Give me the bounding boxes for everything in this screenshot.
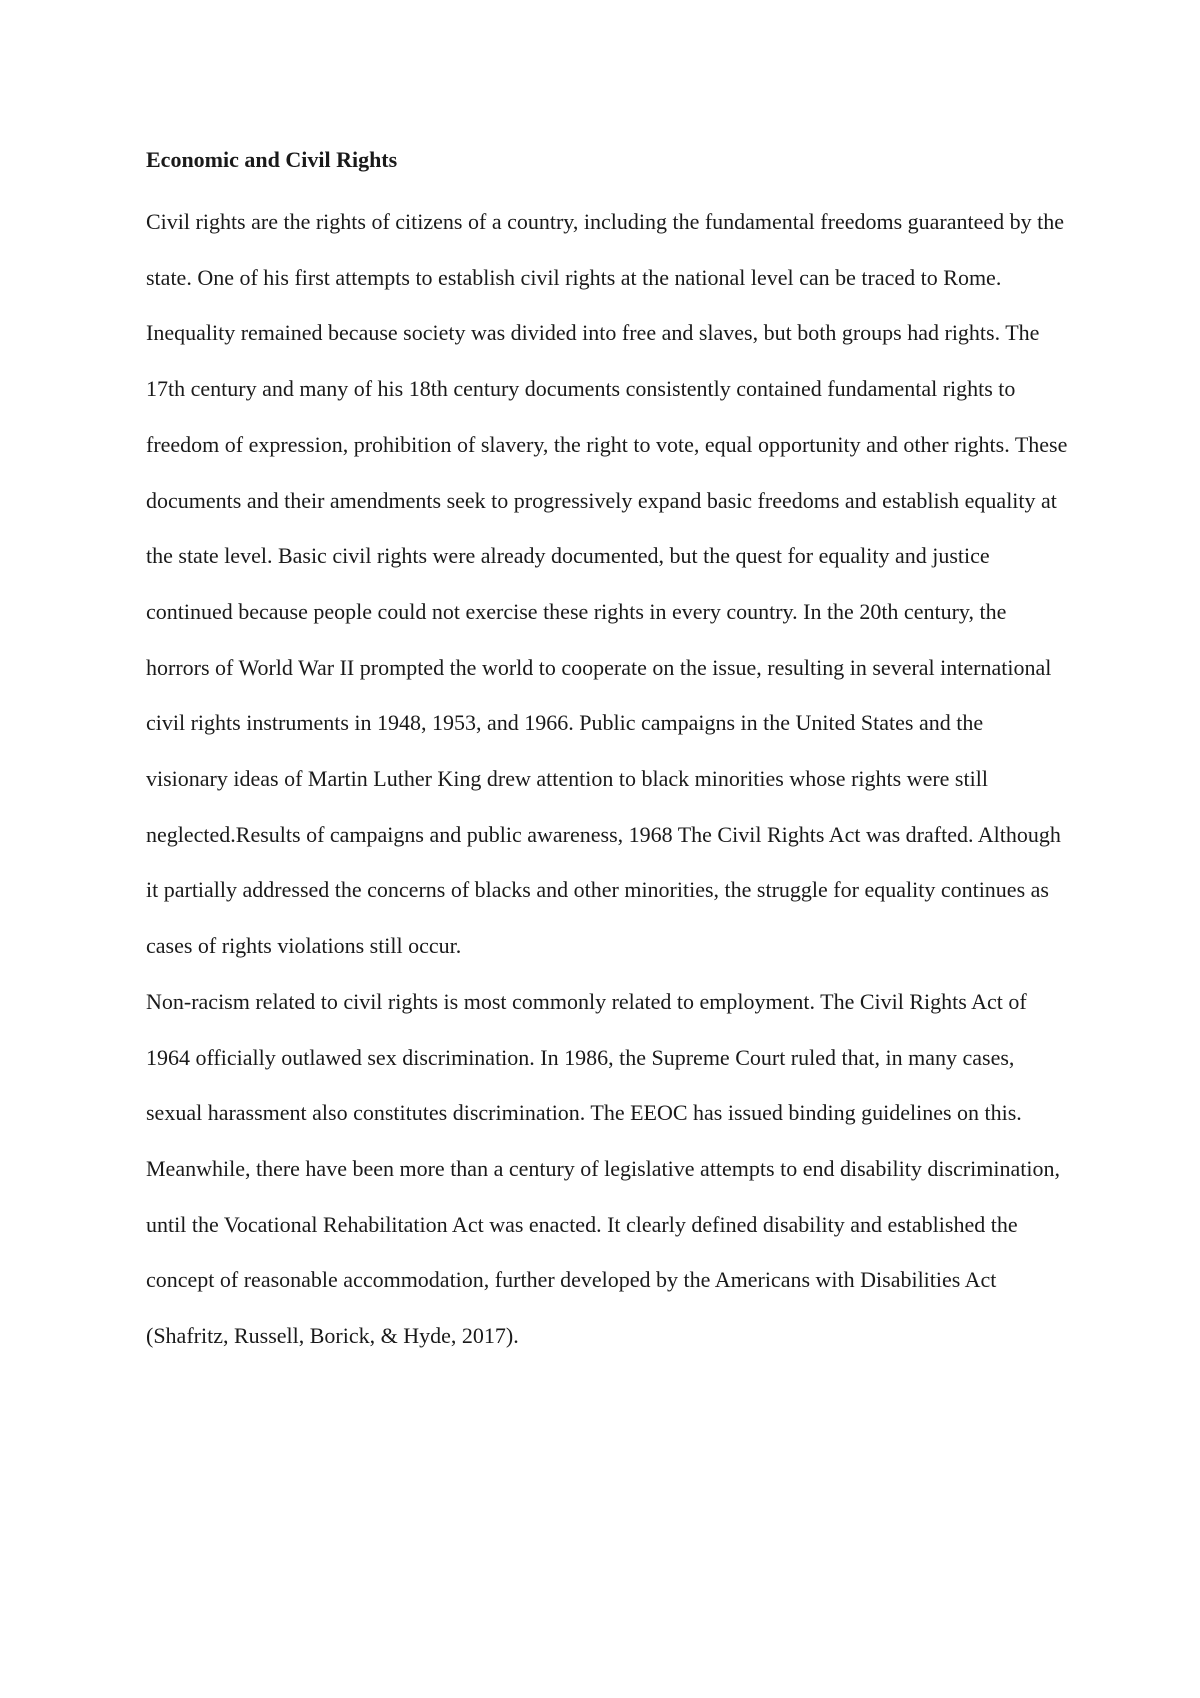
document-heading: Economic and Civil Rights [146,147,398,172]
document-body [146,144,1070,1364]
paragraph-employment-discrimination: Non-racism related to civil rights is most commonly related to employment. The Civil Rights Act of 1964 officially outlawed sex discrimination. In 1986, the Supreme Court ruled that, in many cases, sexual harassment also constitutes discrimination. The EEOC has issued binding guidelines on this. Meanwhile, there have been more than a century of legislative attempts to end disability discrimination, until the Vocational Rehabilitation Act was enacted. It clearly defined disability and established the concept of reasonable accommodation, further developed by the Americans with Disabilities Act (Shafritz, Russell, Borick, & Hyde, 2017). [146,988,1060,1349]
paragraph-civil-rights-history: Civil rights are the rights of citizens of a country, including the fundamental freedoms guaranteed by the state. One of his first attempts to establish civil rights at the national level can be traced to Rome. Inequality remained because society was divided into free and slaves, but both groups had rights. The 17th century and many of his 18th century documents consistently contained fundamental rights to freedom of expression, prohibition of slavery, the right to vote, equal opportunity and other rights. These documents and their amendments seek to progressively expand basic freedoms and establish equality at the state level. Basic civil rights were already documented, but the quest for equality and justice continued because people could not exercise these rights in every country. In the 20th century, the horrors of World War II prompted the world to cooperate on the issue, resulting in several international civil rights instruments in 1948, 1953, and 1966. Public campaigns in the United States and the visionary ideas of Martin Luther King drew attention to black minorities whose rights were still neglected.Results of campaigns and public awareness, 1968 The Civil Rights Act was drafted. Although it partially addressed the concerns of blacks and other minorities, the struggle for equality continues as cases of rights violations still occur. [146,209,1068,959]
